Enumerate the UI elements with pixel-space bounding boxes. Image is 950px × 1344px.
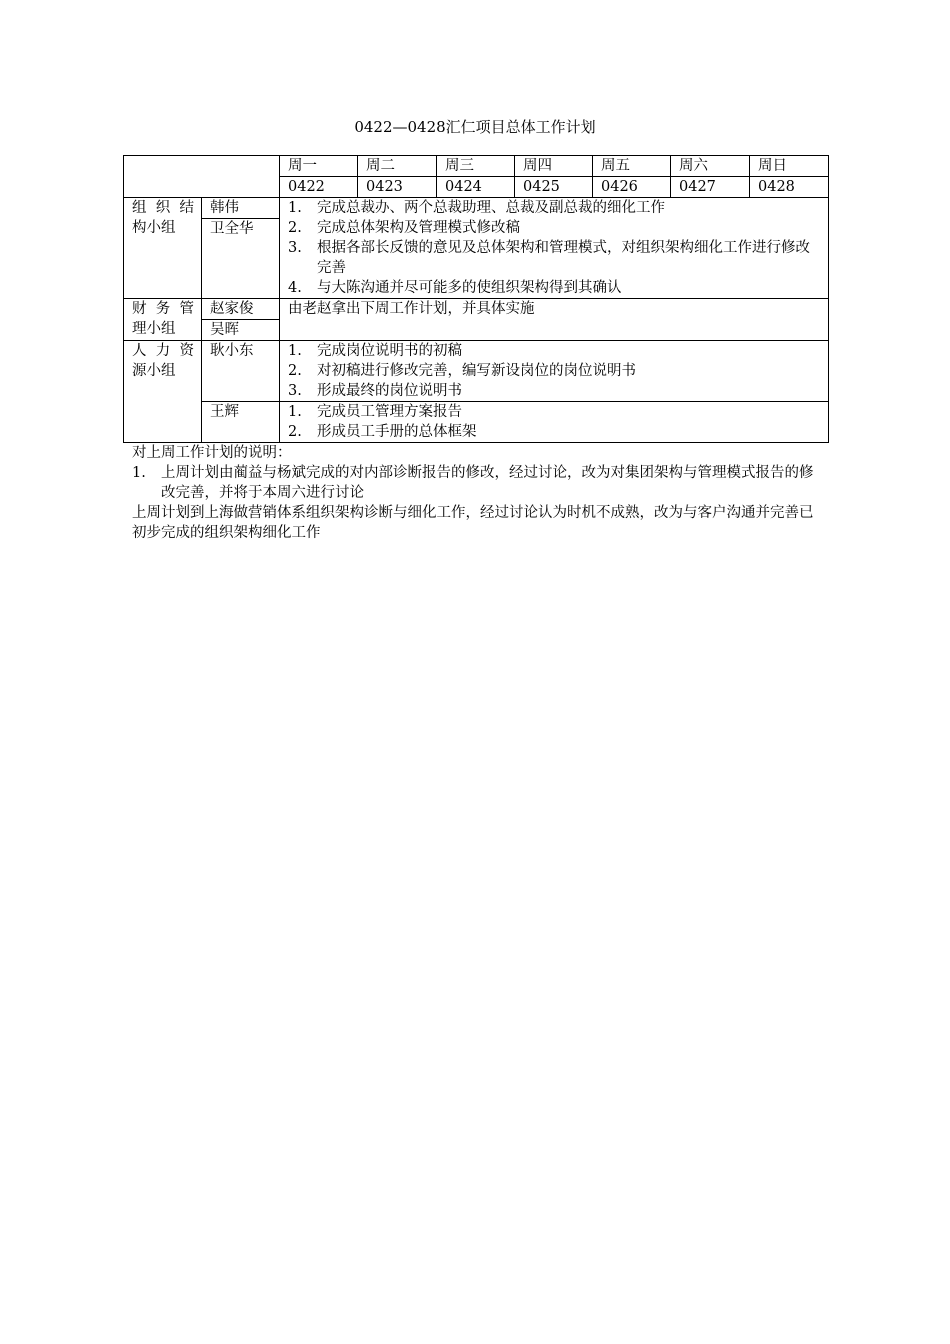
finance-group-name: 财 务 管 理小组 — [124, 299, 202, 341]
day-date: 0428 — [750, 177, 829, 198]
hr-group-name: 人 力 资 源小组 — [124, 341, 202, 443]
task-item: 1. 完成总裁办、两个总裁助理、总裁及副总裁的细化工作 — [288, 200, 665, 216]
member-name: 吴晖 — [210, 322, 239, 338]
org-group-tasks — [280, 198, 829, 299]
member-name: 韩伟 — [202, 198, 279, 219]
notes-paragraph: 上周计划到上海做营销体系组织架构诊断与细化工作，经过讨论认为时机不成熟，改为与客户沟通并完善已初步完成的组织架构细化工作 — [132, 505, 814, 541]
day-name: 周五 — [593, 156, 671, 177]
day-name: 周三 — [437, 156, 515, 177]
task-item: 2. 对初稿进行修改完善，编写新设岗位的岗位说明书 — [288, 363, 636, 379]
hr-group-row-1 — [124, 341, 829, 402]
document-title: 0422—0428汇仁项目总体工作计划 — [354, 118, 596, 136]
hr-member: 王辉 — [202, 402, 280, 443]
task-item: 3. 形成最终的岗位说明书 — [288, 383, 462, 399]
day-name-row — [124, 156, 829, 177]
member-name: 赵家俊 — [202, 299, 279, 320]
day-name: 周日 — [750, 156, 829, 177]
day-name: 周一 — [280, 156, 358, 177]
hr-member-tasks — [280, 402, 829, 443]
finance-group-task: 由老赵拿出下周工作计划，并具体实施 — [280, 299, 829, 341]
corner-cell — [124, 156, 280, 198]
task-item: 3. 根据各部长反馈的意见及总体架构和管理模式，对组织架构细化工作进行修改完善 — [288, 240, 810, 276]
task-item: 2. 完成总体架构及管理模式修改稿 — [288, 220, 520, 236]
notes-section — [132, 443, 822, 543]
day-date: 0425 — [515, 177, 593, 198]
member-name: 卫全华 — [210, 221, 254, 237]
finance-group-row — [124, 299, 829, 341]
notes-item: 1. 上周计划由蔺益与杨斌完成的对内部诊断报告的修改，经过讨论，改为对集团架构与管理模式报告的修改完善，并将于本周六进行讨论 — [132, 465, 814, 501]
notes-heading: 对上周工作计划的说明： — [132, 445, 292, 461]
task-item: 1. 完成岗位说明书的初稿 — [288, 343, 462, 359]
day-date: 0424 — [437, 177, 515, 198]
task-item: 4. 与大陈沟通并尽可能多的使组织架构得到其确认 — [288, 280, 622, 296]
day-name: 周六 — [671, 156, 750, 177]
day-date: 0422 — [280, 177, 358, 198]
day-name: 周二 — [358, 156, 437, 177]
task-item: 1. 完成员工管理方案报告 — [288, 404, 462, 420]
hr-member-tasks — [280, 341, 829, 402]
finance-group-members — [202, 299, 280, 341]
day-name: 周四 — [515, 156, 593, 177]
day-date: 0423 — [358, 177, 437, 198]
org-group-name: 组 织 结 构小组 — [124, 198, 202, 299]
hr-member: 耿小东 — [202, 341, 280, 402]
work-plan-table — [123, 155, 829, 443]
org-group-row — [124, 198, 829, 299]
org-group-members — [202, 198, 280, 299]
hr-group-row-2 — [124, 402, 829, 443]
task-item: 2. 形成员工手册的总体框架 — [288, 424, 477, 440]
day-date: 0427 — [671, 177, 750, 198]
day-date: 0426 — [593, 177, 671, 198]
